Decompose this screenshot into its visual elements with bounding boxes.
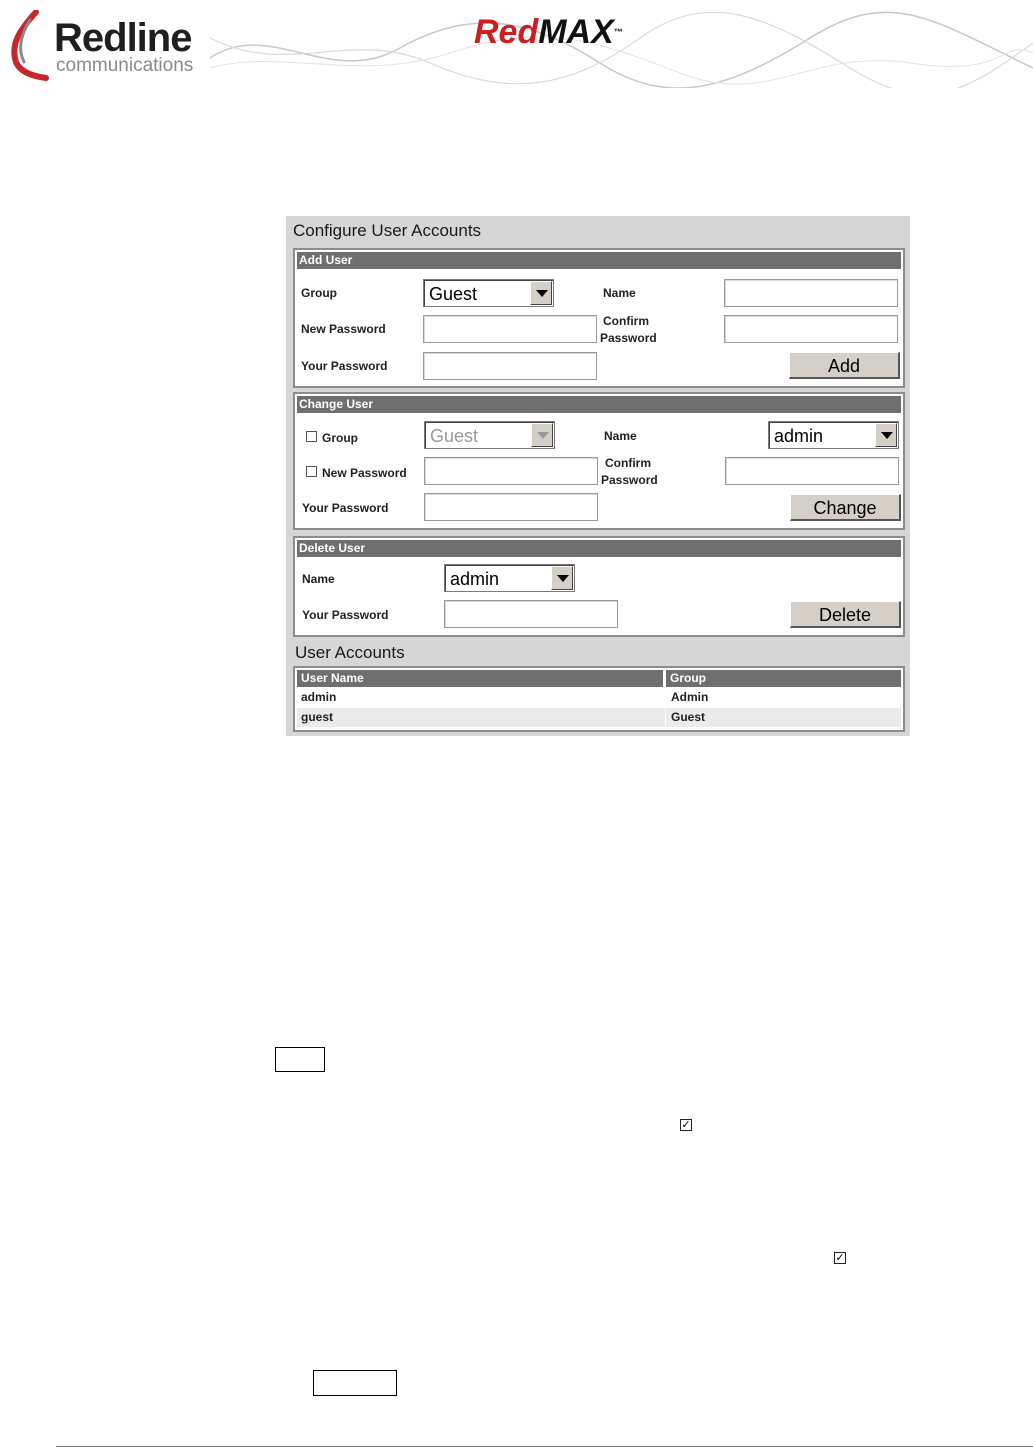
chevron-down-icon[interactable] [531,423,553,447]
inline-button-graphic [313,1370,397,1396]
table-cell-user-name: admin [301,690,337,704]
document-header [0,0,1033,92]
add-name-input[interactable] [724,279,898,307]
chevron-down-icon[interactable] [551,566,573,590]
change-new-password-label: New Password [322,466,407,480]
add-confirm-label: Confirm [603,314,649,328]
inline-checkbox-icon: ✓ [835,1252,845,1264]
change-confirm-password-label: Password [601,473,658,487]
logo-name: Redline [54,16,192,60]
add-button[interactable]: Add [789,352,900,379]
redline-logo [6,10,216,84]
delete-name-select[interactable] [444,564,575,592]
add-confirm-password-input[interactable] [724,315,898,343]
add-group-label: Group [301,286,337,300]
chevron-down-icon[interactable] [530,281,552,305]
redmax-max-text: MAX [538,13,614,51]
add-group-value: Guest [429,284,478,304]
redline-swoosh-icon [6,10,56,82]
logo-subtitle: communications [56,55,194,76]
panel-title: Configure User Accounts [293,221,482,240]
add-user-section [293,248,905,388]
inline-button-graphic [275,1047,325,1072]
add-name-label: Name [603,286,636,300]
change-user-heading: Change User [297,396,901,413]
add-your-password-input[interactable] [423,352,597,380]
change-confirm-label: Confirm [605,456,651,470]
change-name-select[interactable] [768,421,899,449]
delete-name-label: Name [302,572,335,586]
change-name-label: Name [604,429,637,443]
change-your-password-label: Your Password [302,501,389,515]
configure-user-accounts-panel [286,216,910,736]
user-accounts-table [293,666,905,732]
table-cell-group: Admin [671,690,709,704]
trademark-symbol: ™ [613,27,623,37]
change-new-password-checkbox[interactable] [306,466,317,477]
change-confirm-password-input[interactable] [725,457,899,485]
add-new-password-input[interactable] [423,315,597,343]
add-your-password-label: Your Password [301,359,388,373]
change-your-password-input[interactable] [424,493,598,521]
change-group-checkbox[interactable] [306,431,317,442]
redmax-red-text: Red [474,13,539,51]
column-divider [665,687,666,729]
delete-user-heading: Delete User [297,540,901,557]
add-group-select[interactable] [423,279,554,307]
table-row [297,708,901,727]
footer-divider [56,1446,1033,1447]
add-user-heading: Add User [297,252,901,269]
change-group-label: Group [322,431,358,445]
table-row [297,688,901,707]
inline-checkbox-icon: ✓ [681,1119,691,1131]
change-new-password-input[interactable] [424,457,598,485]
user-accounts-title: User Accounts [295,643,405,662]
delete-name-value: admin [450,569,500,589]
redmax-logo [474,14,623,50]
delete-your-password-label: Your Password [302,608,389,622]
delete-your-password-input[interactable] [444,600,618,628]
change-button[interactable]: Change [790,494,901,521]
delete-user-section [293,536,905,637]
add-new-password-label: New Password [301,322,386,336]
column-header-group: Group [665,670,901,687]
change-user-section [293,392,905,530]
table-cell-group: Guest [671,710,706,724]
add-confirm-password-label: Password [600,331,657,345]
table-cell-user-name: guest [301,710,334,724]
change-group-select[interactable] [424,421,555,449]
column-header-user-name: User Name [297,670,663,687]
delete-button[interactable]: Delete [790,601,901,628]
change-group-value: Guest [430,426,479,446]
change-name-value: admin [774,426,824,446]
chevron-down-icon[interactable] [875,423,897,447]
